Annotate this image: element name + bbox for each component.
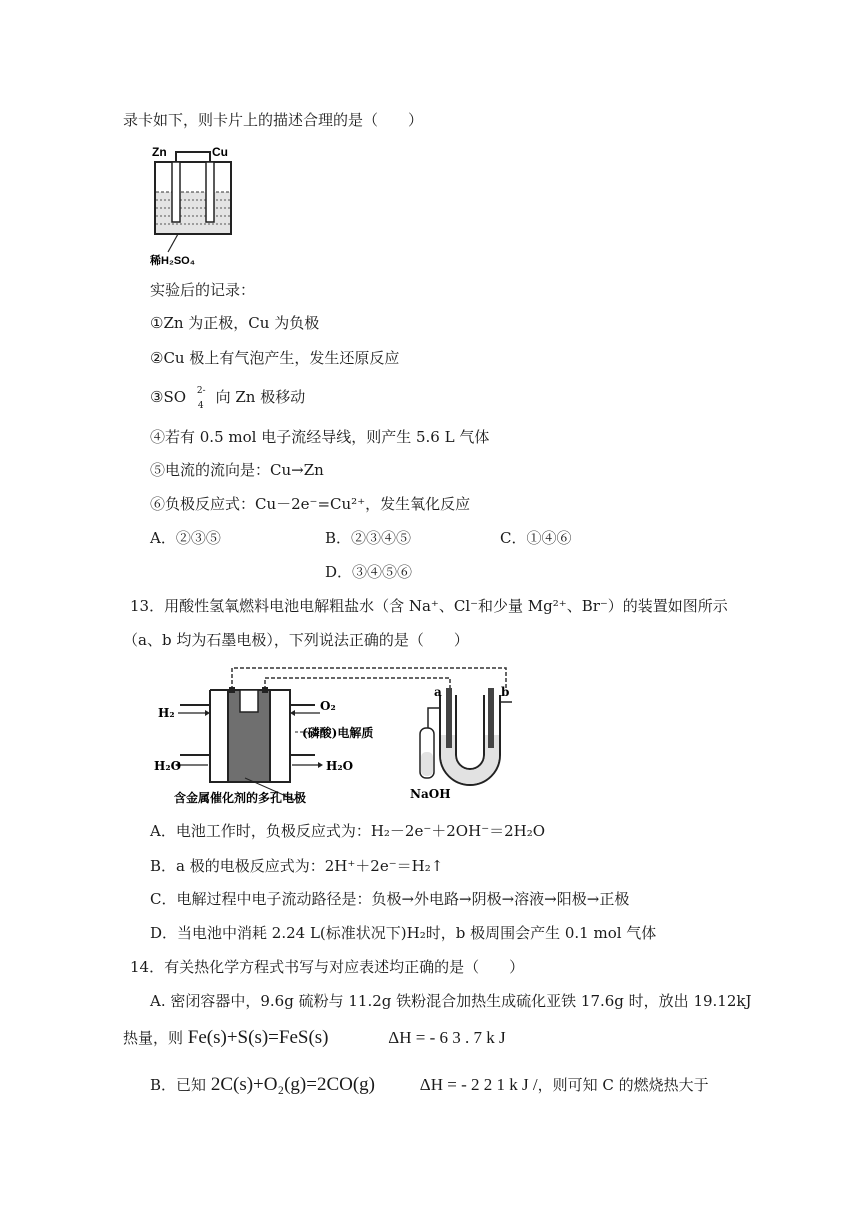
q12-option-c[interactable]: C．①④⑥ — [500, 529, 572, 547]
q13-option-a[interactable]: A．电池工作时，负极反应式为：H₂－2e⁻＋2OH⁻＝2H₂O — [150, 822, 546, 840]
sulfate-subscript: 4 — [197, 401, 204, 411]
q14-option-a-enthalpy: ΔH = - 6 3 . 7 k J — [388, 1028, 506, 1047]
record-title: 实验后的记录： — [150, 281, 256, 299]
q14-option-a-equation: Fe(s)+S(s)=FeS(s) — [187, 1027, 329, 1048]
q13-stem-line1: 13．用酸性氢氧燃料电池电解粗盐水（含 Na⁺、Cl⁻和少量 Mg²⁺、Br⁻）的装置如图所示 — [130, 597, 728, 615]
q14-option-b[interactable] — [150, 1075, 709, 1095]
h2o-left-label: H₂O — [154, 759, 182, 773]
record-item-3 — [150, 386, 306, 411]
q12-option-a[interactable]: A．②③⑤ — [150, 529, 221, 547]
record-item-5: ⑤电流的流向是：Cu→Zn — [150, 461, 324, 479]
h2o-right-label: H₂O — [326, 759, 354, 773]
record-item-1: ①Zn 为正极，Cu 为负极 — [150, 314, 320, 332]
q14-option-b-equation: 2C(s)+O₂(g)=2CO(g) — [210, 1074, 376, 1095]
record-item-2: ②Cu 极上有气泡产生，发生还原反应 — [150, 349, 400, 367]
record-item-3-text: ③SO — [150, 388, 187, 406]
q14-option-b-tail: ，则可知 C 的燃烧热大于 — [537, 1076, 709, 1094]
sulfate-charge: 2- — [196, 386, 206, 396]
electrolyte-label: (磷酸)电解质 — [302, 726, 374, 740]
cu-label: Cu — [212, 145, 228, 159]
galvanic-cell-figure — [150, 140, 240, 270]
q14-option-a-line2[interactable] — [123, 1028, 506, 1048]
naoh-label: NaOH — [410, 787, 451, 801]
q12-option-b[interactable]: B．②③④⑤ — [325, 529, 412, 547]
q12-option-d[interactable]: D．③④⑤⑥ — [325, 563, 413, 581]
q13-option-c[interactable]: C．电解过程中电子流动路径是：负极→外电路→阴极→溶液→阳极→正极 — [150, 890, 630, 908]
zn-label: Zn — [152, 145, 167, 159]
q14-option-a-prefix: 热量，则 — [123, 1029, 184, 1047]
q14-stem: 14．有关热化学方程式书写与对应表述均正确的是（ ） — [130, 958, 525, 976]
electrode-label: 含金属催化剂的多孔电极 — [174, 791, 307, 805]
q12-intro: 录卡如下，则卡片上的描述合理的是（ ） — [123, 111, 424, 129]
o2-label: O₂ — [320, 699, 336, 713]
record-item-6: ⑥负极反应式：Cu－2e⁻=Cu²⁺，发生氧化反应 — [150, 495, 471, 513]
fuel-cell-electrolysis-figure — [150, 660, 530, 810]
electrode-a-label: a — [434, 685, 442, 699]
record-item-4: ④若有 0.5 mol 电子流经导线，则产生 5.6 L 气体 — [150, 428, 490, 446]
q14-option-a-line1[interactable]: A. 密闭容器中，9.6g 硫粉与 11.2g 铁粉混合加热生成硫化亚铁 17.6g 时，放出 19.12kJ — [150, 992, 752, 1010]
q13-option-b[interactable]: B．a 极的电极反应式为：2H⁺＋2e⁻＝H₂↑ — [150, 857, 444, 875]
h2-label: H₂ — [158, 706, 175, 720]
record-item-3-tail: 向 Zn 极移动 — [215, 388, 306, 406]
q14-option-b-prefix: B．已知 — [150, 1076, 207, 1094]
acid-label: 稀H₂SO₄ — [150, 255, 195, 267]
q13-option-d[interactable]: D．当电池中消耗 2.24 L(标准状况下)H₂时，b 极周围会产生 0.1 mol 气体 — [150, 924, 657, 942]
q13-stem-line2: （a、b 均为石墨电极），下列说法正确的是（ ） — [123, 631, 469, 649]
electrode-b-label: b — [501, 685, 510, 699]
q14-option-b-enthalpy: ΔH = - 2 2 1 k J / — [419, 1075, 538, 1094]
